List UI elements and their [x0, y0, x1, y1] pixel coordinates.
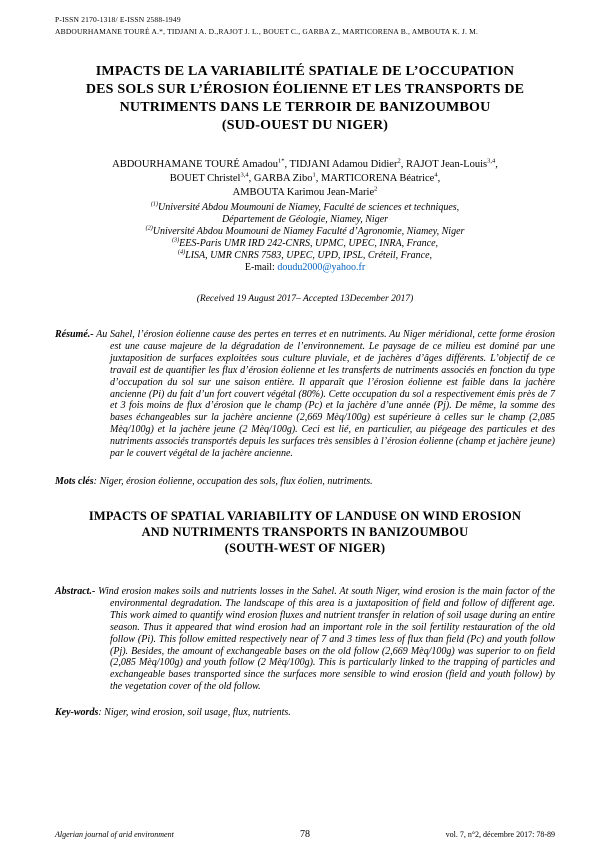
title-fr-line: IMPACTS DE LA VARIABILITÉ SPATIALE DE L’OCCUPATION — [95, 64, 515, 79]
key-words-label: Key-words — [55, 707, 99, 719]
affiliation-line — [55, 226, 555, 238]
title-fr-line: NUTRIMENTS DANS LE TERROIR DE BANIZOUMBOU — [119, 100, 491, 115]
mots-cles-list: : Niger, érosion éolienne, occupation des sols, flux éolien, nutriments. — [93, 475, 373, 487]
text-run: , MARTICORENA Béatrice — [315, 173, 435, 184]
affiliation-line — [55, 250, 555, 262]
text-run: , GARBA Zibo — [248, 173, 313, 184]
authors-line — [55, 158, 555, 172]
affiliation-line — [55, 202, 555, 214]
title-fr-line: (SUD-OUEST DU NIGER) — [221, 118, 389, 133]
mots-cles-line — [55, 476, 555, 488]
email-line — [55, 262, 555, 274]
superscript-marker: (1) — [150, 200, 159, 208]
text-run: , TIDJANI Adamou Didier — [284, 159, 398, 170]
mots-cles-label: Mots clés — [55, 475, 94, 487]
superscript-marker: 3,4 — [240, 171, 249, 179]
footer-journal-name: Algerian journal of arid environment — [55, 830, 174, 839]
abstract-en — [55, 586, 555, 693]
title-en-line: IMPACTS OF SPATIAL VARIABILITY OF LANDUSE ON WIND EROSION — [88, 508, 522, 523]
affiliation-line — [55, 214, 555, 226]
affiliation-line — [55, 238, 555, 250]
affiliations-block — [55, 202, 555, 274]
key-words-list: : Niger, wind erosion, soil usage, flux, nutrients. — [98, 707, 291, 719]
text-run: , — [495, 159, 498, 170]
superscript-marker: 3,4 — [487, 157, 496, 165]
superscript-marker: (2) — [145, 224, 153, 232]
article-title-en — [55, 508, 555, 556]
received-accepted-line: (Received 19 August 2017– Accepted 13December 2017) — [196, 294, 414, 304]
text-run: ABDOURHAMANE TOURÉ Amadou — [112, 159, 278, 170]
text-run: EES-Paris UMR IRD 242-CNRS, UPMC, UPEC, INRA, France, — [179, 238, 439, 249]
superscript-marker: 1* — [277, 157, 285, 165]
key-words-line — [55, 707, 555, 719]
text-run: , — [437, 173, 441, 184]
text-run: , RAJOT Jean-Louis — [400, 159, 488, 170]
superscript-marker: 2 — [397, 157, 401, 165]
superscript-marker: 1 — [312, 171, 316, 179]
superscript-marker: (3) — [171, 236, 180, 244]
footer-issue-info: vol. 7, n°2, décembre 2017: 78-89 — [445, 830, 555, 839]
resume-fr — [55, 329, 555, 460]
article-title-fr — [55, 63, 555, 135]
text-run: E-mail: — [244, 262, 278, 273]
title-en-line: AND NUTRIMENTS TRANSPORTS IN BANIZOUMBOU — [141, 524, 469, 539]
authors-line — [55, 186, 555, 200]
issn-line: P-ISSN 2170-1318/ E-ISSN 2588-1949 — [55, 15, 181, 24]
superscript-marker: (4) — [177, 248, 186, 256]
text-run: Département de Géologie, Niamey, Niger — [221, 214, 389, 225]
text-run: Université Abdou Moumouni de Niamey, Faculté de sciences et techniques, — [158, 202, 460, 213]
text-run: BOUET Christel — [169, 173, 241, 184]
resume-body: Au Sahel, l’érosion éolienne cause des pertes en terres et en nutriments. Au Niger méridional, cette forme érosion est une cause majeure de la dégradation de l’environnement. Le paysage de ce milieu est dominé par une juxtaposition de surfaces exploitées sous culture pluviale, et de jachères d’âges différents. L’objectif de ce travail est de quantifier les flux d’érosion éolienne et les transferts de nutriments associés en fonction du type d’occupation du sol sur une saison entière. Il apparaît que l’érosion éolienne est faible dans la jachère ancienne (Pi) du fait d’un fort couvert végétal (80%). Cette occupation du sol a respectivement émis près de 7 et 3 fois moins de flux d’érosion que le champ (Pc) et la jachère d’une année (Pj). De même, la somme des bases échangeables sur la jachère ancienne (2,669 Mèq/100g) est supérieure à celles sur le champ (2,085 Mèq/100g) et la jachère jeune (2 Mèq/100g). Ceci est lié, en particulier, au piégeage des particules et des nutriments associés transportés depuis les surfaces très sensibles à l’érosion éolienne (champ et jachère jeune) par le couvert végétal de la jachère ancienne. — [96, 329, 555, 460]
abstract-body: Wind erosion makes soils and nutrients losses in the Sahel. At south Niger, wind erosion is the main factor of the environmental degradation. The landscape of this area is a juxtaposition of field and follow of different age. This work aimed to quantify wind erosion fluxes and nutrient transfer in relation of soil usage during an entire season. Thus it appeared that wind erosion had an important role in the soil fertility restauration of the old follow (Pi). This follow emitted respectively near of 7 and 3 times less of flux than field (Pc) and youth follow (Pj). Besides, the amount of exchangeable bases on the old follow (2,669 Mèq/100g) was superior to on field (2,085 Mèq/100g) and youth follow (2 Mèq/100g). This is particularly linked to the trapping of particles and exchangeable bases transported since the surfaces more sensible to wind erosion (field and youth follow) by the vegetation cover of the old follow. — [98, 585, 555, 693]
superscript-marker: 4 — [434, 171, 438, 179]
abstract-label: Abstract.- — [55, 585, 96, 597]
text-run: Université Abdou Moumouni de Niamey Faculté d’Agronomie, Niamey, Niger — [152, 226, 465, 237]
footer-page-number: 78 — [300, 829, 310, 840]
email-link[interactable]: doudu2000@yahoo.fr — [277, 262, 366, 273]
title-fr-line: DES SOLS SUR L’ÉROSION ÉOLIENNE ET LES TRANSPORTS DE — [85, 82, 525, 97]
resume-label: Résumé.- — [55, 329, 94, 340]
page-footer — [55, 829, 555, 840]
running-head-authors: ABDOURHAMANE TOURÉ A.*, TIDJANI A. D.,RAJOT J. L., BOUET C., GARBA Z., MARTICORENA B., AMBOUTA K. J. M. — [55, 27, 479, 36]
authors-block — [55, 158, 555, 200]
authors-line — [55, 172, 555, 186]
title-en-line: (SOUTH-WEST OF NIGER) — [224, 540, 386, 555]
text-run: LISA, UMR CNRS 7583, UPEC, UPD, IPSL, Créteil, France, — [185, 250, 433, 261]
superscript-marker: 2 — [374, 185, 378, 193]
text-run: AMBOUTA Karimou Jean-Marie — [232, 187, 375, 198]
